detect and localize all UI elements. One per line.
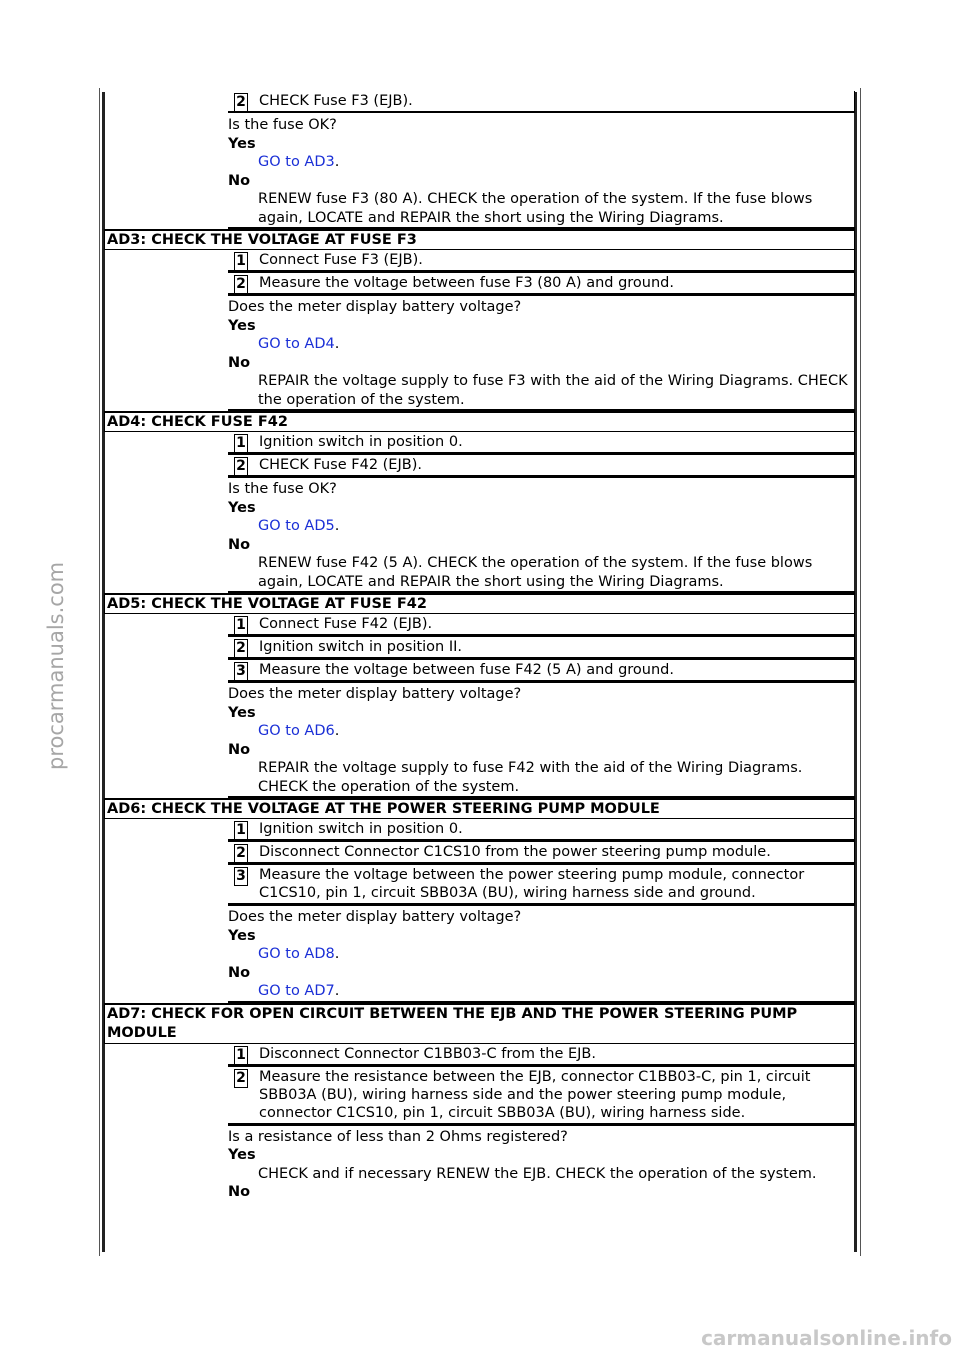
footer-watermark: carmanualsonline.info bbox=[701, 1326, 952, 1350]
yes-label: Yes bbox=[228, 927, 256, 944]
step-number: 3 bbox=[234, 662, 248, 681]
step-row bbox=[228, 819, 855, 840]
no-label: No bbox=[228, 1184, 251, 1200]
step-number: 1 bbox=[234, 434, 248, 453]
step-row bbox=[228, 614, 855, 635]
section-ad7 bbox=[104, 1003, 855, 1202]
step-row bbox=[228, 432, 855, 453]
step-row bbox=[228, 250, 855, 271]
step-number: 2 bbox=[234, 93, 248, 112]
yes-label: Yes bbox=[228, 704, 256, 721]
step-number: 3 bbox=[234, 867, 248, 886]
step-text: CHECK Fuse F42 (EJB). bbox=[259, 457, 422, 473]
right-margin-rule-thin bbox=[860, 88, 861, 1256]
goto-ad8-link[interactable]: GO to AD8 bbox=[258, 946, 335, 962]
section-ad4 bbox=[104, 411, 855, 593]
question-block bbox=[228, 294, 855, 411]
step-number: 1 bbox=[234, 821, 248, 840]
section-title: AD5: CHECK THE VOLTAGE AT FUSE F42 bbox=[104, 593, 855, 614]
step-text: Ignition switch in position 0. bbox=[259, 821, 463, 837]
step-number: 1 bbox=[234, 1046, 248, 1065]
step-number: 2 bbox=[234, 275, 248, 294]
no-action-text: REPAIR the voltage supply to fuse F42 with the aid of the Wiring Diagrams. CHECK the operation of the system. bbox=[258, 760, 803, 795]
section-ad6 bbox=[104, 798, 855, 1003]
step-text: Connect Fuse F3 (EJB). bbox=[259, 252, 423, 268]
left-margin-rule-thin bbox=[99, 88, 100, 1256]
question-text: Does the meter display battery voltage? bbox=[228, 909, 522, 925]
step-row bbox=[228, 840, 855, 863]
punctuation: . bbox=[334, 723, 340, 739]
question-text: Is the fuse OK? bbox=[228, 117, 337, 133]
step-text: Measure the voltage between fuse F42 (5 A) and ground. bbox=[259, 662, 674, 678]
no-action-text: RENEW fuse F3 (80 A). CHECK the operation of the system. If the fuse blows again, LOCATE and REPAIR the short using the Wiring Diagrams. bbox=[258, 191, 813, 226]
section-title: AD3: CHECK THE VOLTAGE AT FUSE F3 bbox=[104, 229, 855, 250]
section-ad3 bbox=[104, 229, 855, 411]
punctuation: . bbox=[334, 336, 340, 352]
step-text: Measure the resistance between the EJB, connector C1BB03-C, pin 1, circuit SBB03A (BU), wiring harness side and the power steering pump module, connector C1CS10, pin 1, circuit SBB03A (BU), wiring harness side. bbox=[259, 1068, 811, 1121]
question-block bbox=[228, 116, 855, 229]
step-text: Connect Fuse F42 (EJB). bbox=[259, 616, 433, 632]
question-block bbox=[228, 476, 855, 593]
yes-label: Yes bbox=[228, 135, 256, 152]
step-number: 1 bbox=[234, 616, 248, 635]
step-row bbox=[228, 658, 855, 681]
step-text: Measure the voltage between fuse F3 (80 A) and ground. bbox=[259, 275, 674, 291]
yes-label: Yes bbox=[228, 1147, 256, 1163]
step-number: 2 bbox=[234, 639, 248, 658]
goto-ad6-link[interactable]: GO to AD6 bbox=[258, 723, 335, 739]
question-block bbox=[228, 904, 855, 1003]
question-block bbox=[228, 1124, 855, 1202]
section-title: AD7: CHECK FOR OPEN CIRCUIT BETWEEN THE EJB AND THE POWER STEERING PUMP MODULE bbox=[104, 1003, 855, 1044]
no-label: No bbox=[228, 354, 251, 371]
step-text: Measure the voltage between the power steering pump module, connector C1CS10, pin 1, circuit SBB03A (BU), wiring harness side and ground. bbox=[259, 867, 805, 901]
step-number: 1 bbox=[234, 252, 248, 271]
no-action-text: RENEW fuse F42 (5 A). CHECK the operation of the system. If the fuse blows again, LOCATE and REPAIR the short using the Wiring Diagrams. bbox=[258, 555, 813, 590]
goto-ad3-link[interactable]: GO to AD3 bbox=[258, 154, 335, 170]
punctuation: . bbox=[334, 518, 340, 534]
section-ad5 bbox=[104, 593, 855, 798]
step-row bbox=[228, 453, 855, 476]
step-row bbox=[228, 863, 855, 904]
question-text: Does the meter display battery voltage? bbox=[228, 299, 522, 315]
yes-label: Yes bbox=[228, 317, 256, 334]
step-number: 2 bbox=[234, 457, 248, 476]
no-label: No bbox=[228, 741, 251, 758]
punctuation: . bbox=[334, 946, 340, 962]
section-title: AD4: CHECK FUSE F42 bbox=[104, 411, 855, 432]
goto-ad5-link[interactable]: GO to AD5 bbox=[258, 518, 335, 534]
question-text: Does the meter display battery voltage? bbox=[228, 686, 522, 702]
punctuation: . bbox=[334, 983, 340, 999]
step-text: CHECK Fuse F3 (EJB). bbox=[259, 93, 413, 109]
step-row bbox=[228, 1044, 855, 1065]
section-title: AD6: CHECK THE VOLTAGE AT THE POWER STEERING PUMP MODULE bbox=[104, 798, 855, 819]
no-action-text: REPAIR the voltage supply to fuse F3 with the aid of the Wiring Diagrams. CHECK the operation of the system. bbox=[258, 373, 848, 408]
step-row bbox=[228, 1065, 855, 1124]
punctuation: . bbox=[334, 154, 340, 170]
no-label: No bbox=[228, 536, 251, 553]
section-ad2-continued bbox=[104, 91, 855, 229]
step-text: Ignition switch in position 0. bbox=[259, 434, 463, 450]
yes-label: Yes bbox=[228, 499, 256, 516]
step-row bbox=[228, 91, 855, 113]
step-text: Ignition switch in position II. bbox=[259, 639, 463, 655]
diagnostic-procedure bbox=[104, 91, 855, 1202]
step-text: Disconnect Connector C1CS10 from the power steering pump module. bbox=[259, 844, 771, 860]
goto-ad4-link[interactable]: GO to AD4 bbox=[258, 336, 335, 352]
question-block bbox=[228, 681, 855, 798]
side-watermark: procarmanuals.com bbox=[44, 561, 68, 770]
step-number: 2 bbox=[234, 844, 248, 863]
step-text: Disconnect Connector C1BB03-C from the EJB. bbox=[259, 1045, 596, 1062]
no-label: No bbox=[228, 172, 251, 189]
yes-action-text: CHECK and if necessary RENEW the EJB. CHECK the operation of the system. bbox=[258, 1165, 817, 1182]
step-number: 2 bbox=[234, 1069, 248, 1088]
step-row bbox=[228, 635, 855, 658]
step-row bbox=[228, 271, 855, 294]
goto-ad7-link[interactable]: GO to AD7 bbox=[258, 983, 335, 999]
question-text: Is a resistance of less than 2 Ohms registered? bbox=[228, 1128, 568, 1145]
question-text: Is the fuse OK? bbox=[228, 481, 337, 497]
no-label: No bbox=[228, 964, 251, 981]
